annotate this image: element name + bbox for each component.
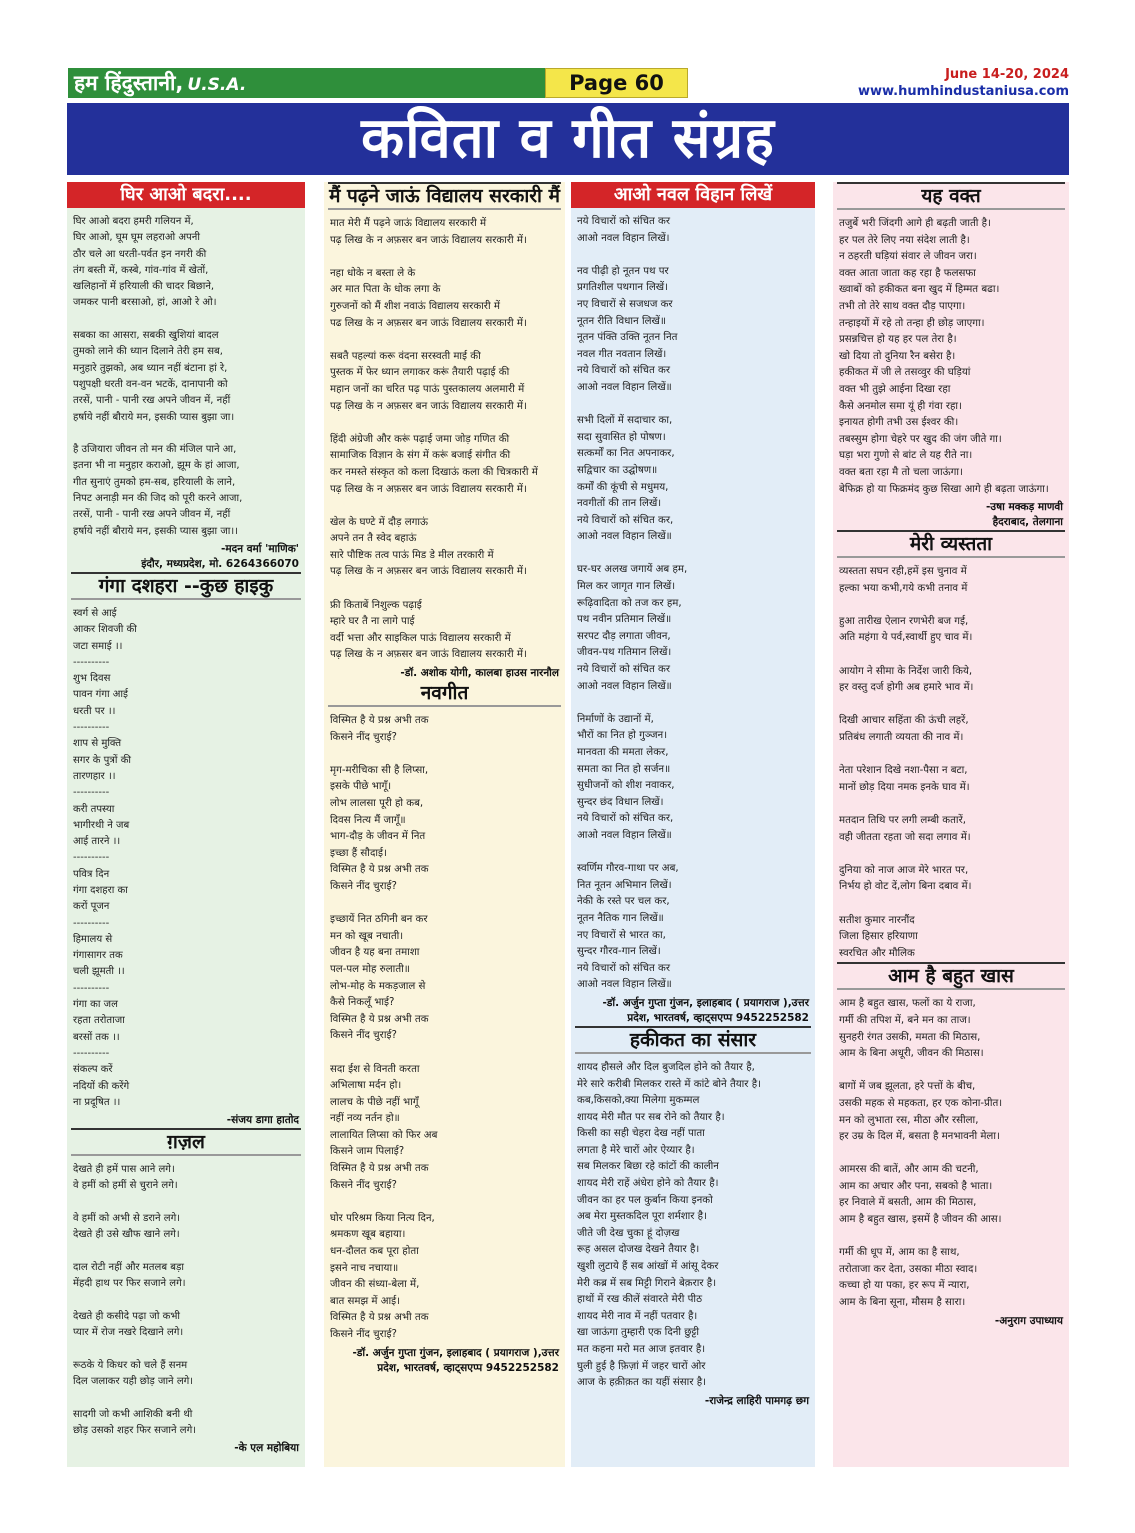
page-number: Page 60 [545, 68, 688, 98]
poem-author: -के एल महोबिया [234, 1442, 299, 1455]
poem-text: व्यस्तता सघन रही,हमें इस चुनाव में हल्का भया कभी,गये कभी तनाव में हुआ तारीख ऐलान रणभेरी बज गई, अति महंगा ये पर्व,स्वार्थी हुए चाव में। आयोग ने सीमा के निर्देश जारी किये, हर वस्तु दर्ज होगी अब हमारे भाव में। दिखी आचार सहिंता की ऊंची लहरें, प्रतिबंध लगाती व्ययता की नाव में। नेता परेशान दिखे नशा-पैसा न बटा, मानों छोड़ दिया नमक इनके घाव में। मतदान तिथि पर लगी लम्बी कतारें, वही जीतता रहता जो सदा लगाव में। दुनिया को नाज आज मेरे भारत पर, निर्भय हो वोट दें,लोग बिना दबाव में। सतीश कुमार नारनौंद जिला हिसार हरियाणा स्वरचित और मौलिक [839, 566, 974, 959]
poem-author: -उषा मक्कड़ माणवी हैदराबाद, तेलगाना [985, 501, 1063, 529]
poem-text: नये विचारों को संचित कर आओ नवल विहान लिखें। नव पीढ़ी हो नूतन पथ पर प्रगतिशील पथगान लिखें। नए विचारों से सजधज कर नूतन रीति विधान लिखें॥ नूतन पंक्ति उक्ति नूतन नित नवल गीत नवतान लिखें। नये विचारों को संचित कर आओ नवल विहान लिखें॥ सभी दिलों में सदाचार का, सदा सुवासित हो पोषण। सत्कर्मों का नित अपनाकर, सद्विचार का उद्घोषण॥ कर्मों की कूंची से मधुमय, नवगीतों की तान लिखें। नये विचारों को संचित कर, आओ नवल विहान लिखें॥ घर-घर अलख जगायें अब हम, मिल कर जागृत गान लिखें। रूढ़िवादिता को तज कर हम, पथ नवीन प्रतिमान लिखें॥ सरपट दौड़ लगाता जीवन, जीवन-पथ गतिमान लिखें। नये विचारों को संचित कर आओ नवल विहान लिखें॥ निर्माणों के उद्यानों में, भौरों का नित हो गुञ्जन। मानवता की ममता लेकर, समता का नित हो सर्जन॥ सुधीजनों को शीश नवाकर, सुन्दर छंद विधान लिखें। नये विचारों को संचित कर, आओ नवल विहान लिखें॥ स्वर्णिम गौरव-गाथा पर अब, नित नूतन अभिमान लिखें। नेकी के रस्ते पर चल कर, नूतन नैतिक गान लिखें॥ नए विचारों से भारत का, सुन्दर गौरव-गान लिखें। नये विचारों को संचित कर आओ नवल विहान लिखें॥ [577, 216, 688, 991]
page-banner: कविता व गीत संग्रह [67, 103, 1069, 175]
poem-title: नवगीत [328, 681, 561, 707]
poem-title: आम है बहुत खास [837, 962, 1065, 990]
poem-title: मेरी व्यस्तता [837, 530, 1065, 558]
poem-text: देखते ही हमें पास आने लगे। वे हमीं को हमीं से चुराने लगे। वे हमीं को अभी से डराने लगे। देखते ही उसे खौफ खाने लगे। दाल रोटी नहीं और मतलब बड़ा मेंहदी हाथ पर फिर सजाने लगे। देखते ही कसीदे पढ़ा जो कभी प्यार में रोज नखरे दिखाने लगे। रूठके ये किधर को चले हैं सनम दिल जलाकर यही छोड़ जाने लगे। सादगी जो कभी आशिकी बनी थी छोड़ उसको शहर फिर सजाने लगे। [73, 1164, 197, 1436]
website-link[interactable]: www.humhindustaniusa.com [857, 84, 1069, 99]
poem-author: -संजय डागा हातोद [226, 1114, 299, 1127]
poem-text: शायद हौसले और दिल बुजदिल होने को तैयार है, मेरे सारे करीबी मिलकर रास्ते में कांटे बोने तैयार है। कब,किसको,क्या मिलेगा मुकम्मल शायद मेरी मौत पर सब रोने को तैयार है। किसी का सही चेहरा देख नहीं पाता लगता है मेरे चारों ओर ऐय्यार है। सब मिलकर बिछा रहे कांटों की कालीन शायद मेरी राहें अंधेरा होने को तैयार है। जीवन का हर पल कुर्बान किया इनको अब मेरा मुस्तकदिल पूरा शर्मशार है। जीते जी देख चुका हूं दोज़ख रूह असल दोजख देखने तैयार है। खुशी लुटाये हैं सब आंखों में आंसू देकर मेरी कब्र में सब मिट्टी गिराने बेक़रार है। हाथों में रख कीलें संवारते मेरी पीठ शायद मेरी नाव में नहीं पतवार है। खा जाऊंगा तुम्हारी एक दिनी छुट्टी मत कहना मरो मत आज इतवार है। घुली हुई है फ़िज़ां में जहर चारों ओर आज के हक़ीक़त का यहीं संसार है। [577, 1061, 761, 1389]
poem-author: -डॉ. अर्जुन गुप्ता गुंजन, इलाहबाद ( प्रयागराज ),उत्तर प्रदेश, भारतवर्ष, व्हाट्सएप्प 9452252582 [352, 1346, 559, 1374]
poem-title: यह वक्त [837, 182, 1065, 210]
paper-name [68, 68, 550, 98]
poem-title: आओ नवल विहान लिखें [571, 182, 815, 208]
poem-title: मैं पढ़ने जाऊं विद्यालय सरकारी मैं [328, 182, 561, 210]
poem-text: विस्मित है ये प्रश्न अभी तक किसने नींद चुराई? मृग-मरीचिका सी है लिप्सा, इसके पीछे भागूँ। लोभ लालसा पूरी हो कब, दिवस नित्य मैं जागूँ॥ भाग-दौड़ के जीवन में नित इच्छा हैं सौदाई। विस्मित है ये प्रश्न अभी तक किसने नींद चुराई? इच्छायें नित ठगिनी बन कर मन को खूब नचाती। जीवन है यह बना तमाशा पल-पल मोह रुलाती॥ लोभ-मोह के मकड़जाल से कैसे निकलूँ भाई? विस्मित है ये प्रश्न अभी तक किसने नींद चुराई? सदा ईश से विनती करता अभिलाषा मर्दन हो। लालच के पीछे नहीं भागूँ नहीं नव्य नर्तन हो॥ लालायित लिप्सा को फिर अब किसने जाम पिलाई? विस्मित है ये प्रश्न अभी तक किसने नींद चुराई? घोर परिश्रम किया नित्य दिन, श्रमकण खूब बहाया। धन-दौलत कब पूरा होता इसने नाच नचाया॥ जीवन की संध्या-बेला में, बात समझ में आई। विस्मित है ये प्रश्न अभी तक किसने नींद चुराई? [330, 715, 438, 1340]
column-1 [67, 182, 305, 1467]
column-4 [833, 182, 1069, 1467]
paper-name-text: हम हिंदुस्तानी, [74, 71, 184, 95]
poem-title: घिर आओ बदरा.... [67, 182, 305, 208]
column-2 [324, 182, 565, 1467]
poem-text: मात मेरी मैं पढ़ने जाऊं विद्यालय सरकारी में पढ़ लिख के न अफ़सर बन जाऊं विद्यालय सरकारी में। नहा धोके न बस्ता ले के अर मात पिता के धोक लगा के गुरुजनों को मैं शीश नवाऊं विद्यालय सरकारी में पढ लिख के न अफ़सर बन जाऊं विद्यालय सरकारी में। सबतै पहल्यां करू वंदना सरस्वती माई की पुस्तक में फेर ध्यान लगाकर करूं तैयारी पढ़ाई की महान जनों का चरित पढ़ पाऊं पुस्तकालय अलमारी में पढ़ लिख के न अफ़सर बन जाऊं विद्यालय सरकारी में। हिंदी अंग्रेजी और करूं पढ़ाई जमा जोड़ गणित की सामाजिक विज्ञान के संग में करूं बजाई संगीत की कर नमस्ते संस्कृत को कला दिखाऊं कला की चित्रकारी में पढ़ लिख के न अफ़सर बन जाऊं विद्यालय सरकारी में। खेल के घण्टे में दौड़ लगाऊं अपने तन तै स्वेद बहाऊं सारे पौष्टिक तत्व पाऊं मिड डे मील तरकारी में पढ़ लिख के न अफ़सर बन जाऊं विद्यालय सरकारी में। फ्री किताबें निशुल्क पढ़ाई म्हारे घर तै ना लागे पाई वर्दी भत्ता और साइकिल पाऊं विद्यालय सरकारी में पढ़ लिख के न अफ़सर बन जाऊं विद्यालय सरकारी में। [330, 218, 538, 661]
poem-text: आम है बहुत खास, फलों का ये राजा, गर्मी की तपिश में, बने मन का ताज। सुनहरी रंगत उसकी, ममता की मिठास, आम के बिना अधूरी, जीवन की मिठास। बागों में जब झूलता, हरे पत्तों के बीच, उसकी महक से महकता, हर एक कोना-प्रीत। मन को लुभाता रस, मीठा और रसीला, हर उम्र के दिल में, बसता है मनभावनी मेला। आमरस की बातें, और आम की चटनी, आम का अचार और पना, सबको है भाता। हर निवाले में बसती, आम की मिठास, आम है बहुत खास, इसमें है जीवन की आस। गर्मी की धूप में, आम का है साथ, तरोताजा कर देता, उसका मीठा स्वाद। कच्चा हो या पका, हर रूप में न्यारा, आम के बिना सूना, मौसम है सारा। [839, 998, 1003, 1309]
paper-suffix: U.S.A. [187, 75, 247, 95]
poem-author: -मदन वर्मा 'माणिक' इंदौर, मध्यप्रदेश, मो. 6264366070 [141, 542, 299, 570]
issue-date: June 14-20, 2024 [945, 67, 1069, 82]
poem-author: -अनुराग उपाध्याय [994, 1314, 1063, 1327]
poem-author: -डॉ. अर्जुन गुप्ता गुंजन, इलाहबाद ( प्रयागराज ),उत्तर प्रदेश, भारतवर्ष, व्हाट्सएप्प 9452252582 [602, 996, 809, 1024]
poem-text: तजुर्बे भरी जिंदगी आगे ही बढ़ती जाती है। हर पल तेरे लिए नया संदेश लाती है। न ठहरती घड़ियां संवार ले जीवन जरा। वक्त आता जाता कह रहा है फलसफा ख्वाबों को हकीकत बना खुद में हिम्मत बढा। तभी तो तेरे साथ वक्त दौड़ पाएगा। तन्हाइयों में रहे तो तन्हा ही छोड़ जाएगा। प्रसन्नचित्त हो यह हर पल तेरा है। खो दिया तो दुनिया रैन बसेरा है। हकीकत में जी ले तसव्वुर की घड़ियां वक्त भी तुझे आईना दिखा रहा कैसे अनमोल समा यूं ही गंवा रहा। इनायत होगी तभी उस ईश्वर की। तबस्सुम होगा चेहरे पर खुद की जंग जीते गा। घड़ा भरा गुणो से बांट ले यह रीते ना। वक्त बता रहा मै तो चला जाऊंगा। बेफिक्र हो या फिक्रमंद कुछ सिखा आगे ही बढ़ता जाऊंगा। [839, 218, 1049, 495]
poem-title: गंगा दशहरा --कुछ हाइकु [71, 572, 301, 600]
poem-title: ग़ज़ल [71, 1128, 301, 1156]
poem-author: -डॉ. अशोक योगी, कालबा हाउस नारनौल [400, 667, 559, 680]
poem-title: हकीकत का संसार [575, 1026, 811, 1054]
poem-text: स्वर्ग से आई आकर शिवजी की जटा समाई ।। ---------- शुभ दिवस पावन गंगा आई धरती पर ।। ---------- शाप से मुक्ति सगर के पुत्रों की तारणहार ।। ---------- करी तपस्या भागीरथी ने जब आई तारने ।। ---------- पवित्र दिन गंगा दशहरा का करों पूजन ---------- हिमालय से गंगासागर तक चली झूमती ।। ---------- गंगा का जल रहता तरोताजा बरसों तक ।। ---------- संकल्प करें नदियों की करेंगे ना प्रदूषित ।। [73, 607, 137, 1108]
poem-text: घिर आओ बदरा हमरी गलियन में, घिर आओ, घूम घूम लहराओ अपनी ठौर चले आ धरती-पर्वत इन नगरी की तंग बस्ती में, कस्बे, गांव-गांव में खेतों, खलिहानों में हरियाली की चादर बिछाने, जमकर पानी बरसाओ, हां, आओ रे ओ। सबका का आसरा, सबकी खुशियां बादल तुमको लाने की ध्यान दिलाने तेरी हम सब, मनुहारे तुझको, अब ध्यान नहीं बंटाना हां रे, पशुपक्षी धरती वन-वन भटकें, दानापानी को तरसें, पानी - पानी रख अपने जीवन में, नहीं हर्षाये नहीं बौराये मन, इसकी प्यास बुझा जा। है उजियारा जीवन तो मन की मंजिल पाने आ, इतना भी ना मनुहार कराओ, झूम के हां आजा, गीत सुनाएं तुमको हम-सब, हरियाली के लाने, निपट अनाड़ी मन की जिद को पूरी करने आजा, तरसें, पानी - पानी रख अपने जीवन में, नहीं हर्षाये नहीं बौराये मन, इसकी प्यास बुझा जा।। [73, 216, 243, 537]
poem-author: -राजेन्द्र लाहिरी पामगढ़ छग [704, 1394, 809, 1407]
column-3 [571, 182, 815, 1467]
